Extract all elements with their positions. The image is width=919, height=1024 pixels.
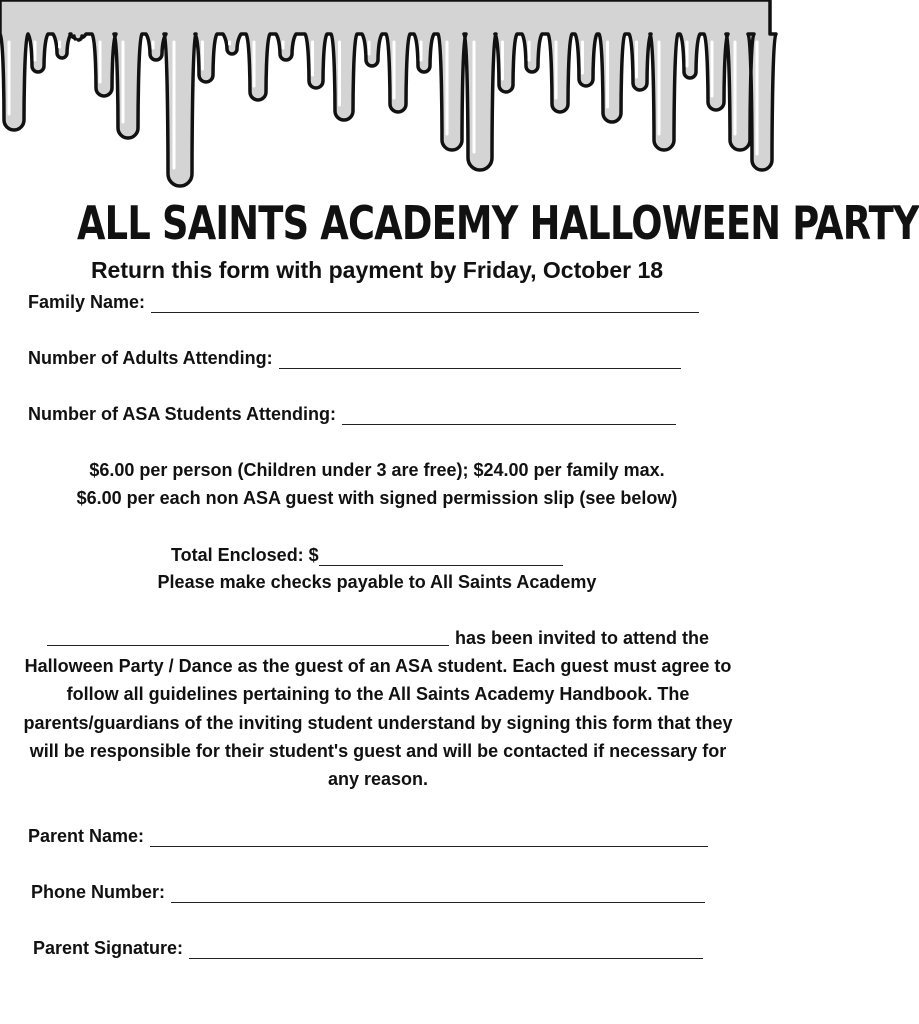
signature-field[interactable]	[189, 940, 703, 959]
signature-label: Parent Signature:	[33, 938, 184, 958]
phone-field[interactable]	[171, 884, 705, 903]
guest-paragraph-text: has been invited to attend the Halloween Party / Dance as the guest of an ASA student. Each guest must agree to follow all guidelines pertaining to the All Saints Academy Handbook. The parents/guardians of the inviting student understand by signing this form that they will be responsible for their student's guest and will be contacted if necessary for any reason.	[23, 628, 733, 790]
guest-paragraph	[22, 624, 734, 793]
parent-name-row	[28, 825, 708, 847]
parent-name-label: Parent Name:	[28, 826, 145, 846]
family-name-row	[28, 291, 699, 313]
signature-row	[33, 937, 703, 959]
total-row	[171, 544, 563, 566]
slime-drip-header	[0, 0, 770, 200]
total-label: Total Enclosed: $	[171, 545, 319, 565]
adults-field[interactable]	[279, 350, 681, 369]
return-deadline: Return this form with payment by Friday, October 18	[90, 257, 664, 283]
guest-name-field[interactable]	[47, 627, 449, 646]
parent-name-field[interactable]	[150, 828, 708, 847]
page-title: ALL SAINTS ACADEMY HALLOWEEN PARTY	[77, 196, 919, 250]
family-name-label: Family Name:	[28, 292, 146, 312]
adults-row	[28, 347, 681, 369]
phone-label: Phone Number:	[31, 882, 166, 902]
checks-payable-note: Please make checks payable to All Saints Academy	[157, 572, 597, 592]
family-name-field[interactable]	[151, 294, 699, 313]
students-row	[28, 403, 676, 425]
phone-row	[31, 881, 705, 903]
total-field[interactable]	[319, 547, 563, 566]
students-label: Number of ASA Students Attending:	[28, 404, 336, 424]
pricing-line-1: $6.00 per person (Children under 3 are free); $24.00 per family max.	[89, 460, 665, 480]
pricing-line-2: $6.00 per each non ASA guest with signed permission slip (see below)	[76, 488, 678, 508]
adults-label: Number of Adults Attending:	[28, 348, 273, 368]
students-field[interactable]	[342, 406, 676, 425]
